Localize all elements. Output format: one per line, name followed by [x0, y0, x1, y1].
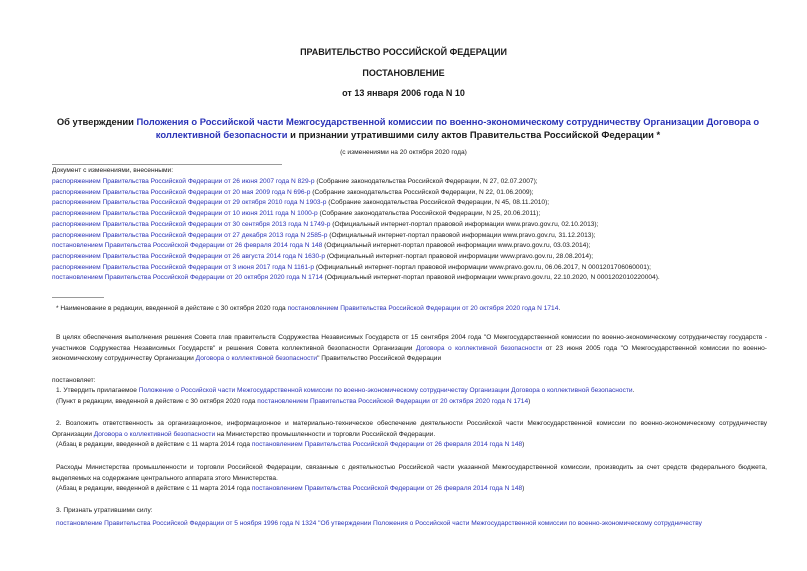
footnote	[56, 304, 560, 315]
item-2-expenses-note	[56, 484, 524, 495]
title-prefix: Об утверждении	[56, 116, 137, 127]
item-2-note-link[interactable]: постановлением Правительства Российской Федерации от 26 февраля 2014 года N 148	[251, 441, 523, 448]
preamble-text-3: " Правительство Российской Федерации	[317, 355, 442, 362]
amendment-source: (Собрание законодательства Российской Федерации, N 27, 02.07.2007);	[314, 178, 538, 185]
item-1-note-end: )	[528, 398, 531, 405]
item-2-note-text: (Абзац в редакции, введенной в действие с 11 марта 2014 года	[56, 441, 252, 448]
amendment-link[interactable]: распоряжением Правительства Российской Федерации от 10 июня 2011 года N 1000-р	[52, 210, 318, 218]
amendment-item	[52, 177, 538, 188]
amendment-source: (Официальный интернет-портал правовой информации www.pravo.gov.ru, 06.06.2017, N 0001201706060001);	[314, 263, 651, 271]
preamble-link-treaty-2[interactable]: Договора о коллективной безопасности	[195, 355, 318, 362]
amendment-item	[52, 209, 540, 220]
item-3-link-row	[56, 519, 768, 530]
item-2b-note-link[interactable]: постановлением Правительства Российской Федерации от 26 февраля 2014 года N 148	[251, 485, 523, 492]
date-number-heading: от 13 января 2006 года N 10	[342, 88, 465, 98]
footnote-text: * Наименование в редакции, введенной в действие с 30 октября 2020 года	[56, 305, 288, 312]
amendment-item	[52, 188, 534, 199]
footnote-end: .	[558, 305, 561, 312]
item-2-expenses: Расходы Министерства промышленности и торговли Российской Федерации, связанные с деятельностью Российской части указанной Межгосударственной комиссии, производить за счет средств федерального бюджета, выделяемых на содержание центрального аппарата этого Министерства.	[52, 464, 767, 482]
item-2b-note-end: )	[522, 485, 525, 492]
amendment-link[interactable]: распоряжением Правительства Российской Федерации от 27 декабря 2013 года N 2585-р	[52, 231, 328, 239]
amendment-link[interactable]: распоряжением Правительства Российской Федерации от 29 октября 2010 года N 1903-р	[52, 199, 327, 207]
item-1-link[interactable]: Положение о Российской части Межгосударственной комиссии по военно-экономическому сотрудничеству Организации Договора о коллективной безопасности	[138, 387, 633, 394]
amendment-link[interactable]: распоряжением Правительства Российской Федерации от 26 августа 2014 года N 1630-р	[52, 252, 326, 260]
amendment-source: (Официальный интернет-портал правовой информации www.pravo.gov.ru, 31.12.2013);	[327, 231, 596, 239]
amendment-source: (Официальный интернет-портал правовой информации www.pravo.gov.ru, 02.10.2013);	[330, 220, 599, 228]
amendment-link[interactable]: распоряжением Правительства Российской Федерации от 30 сентября 2013 года N 1749-р	[52, 220, 331, 228]
item-1-end: .	[632, 387, 635, 394]
amendment-source: (Официальный интернет-портал правовой информации www.pravo.gov.ru, 28.08.2014);	[325, 252, 594, 260]
amendment-item	[52, 198, 549, 209]
amendment-item	[52, 241, 590, 252]
item-1	[56, 386, 634, 397]
government-heading: ПРАВИТЕЛЬСТВО РОССИЙСКОЙ ФЕДЕРАЦИИ	[300, 47, 507, 57]
amendment-source: (Официальный интернет-портал правовой информации www.pravo.gov.ru, 22.10.2020, N 0001202010220004).	[322, 274, 660, 282]
amendment-item	[52, 252, 593, 263]
title-link-regulation[interactable]: Положения о Российской части Межгосударственной комиссии по военно-экономическому сотрудничеству Организации Договора о коллективной безопасности	[136, 116, 760, 140]
amendment-item	[52, 273, 660, 284]
amendment-source: (Официальный интернет-портал правовой информации www.pravo.gov.ru, 03.03.2014);	[322, 242, 591, 250]
divider-top	[52, 164, 282, 165]
amendment-link[interactable]: распоряжением Правительства Российской Федерации от 26 июня 2007 года N 829-р	[52, 178, 315, 185]
item-2b-note-text: (Абзац в редакции, введенной в действие с 11 марта 2014 года	[56, 485, 252, 492]
item-2-link-treaty[interactable]: Договора о коллективной безопасности	[93, 430, 216, 438]
preamble-paragraph	[52, 333, 767, 365]
amendment-link[interactable]: постановлением Правительства Российской Федерации от 20 октября 2020 года N 1714	[52, 274, 323, 282]
amendment-source: (Собрание законодательства Российской Федерации, N 22, 01.06.2009);	[310, 188, 534, 196]
document-title	[52, 115, 764, 141]
amendment-link[interactable]: распоряжением Правительства Российской Федерации от 3 июня 2017 года N 1161-р	[52, 263, 314, 271]
changes-note: (с изменениями на 20 октября 2020 года)	[340, 149, 467, 156]
footnote-link[interactable]: постановлением Правительства Российской Федерации от 20 октября 2020 года N 1714	[287, 305, 559, 312]
preamble-text-2: от 23 июня 2005 года "О Межгосударственной комиссии по военно-экономическому сотрудничеству Организации	[52, 344, 767, 362]
footnote-divider	[52, 297, 104, 298]
amendments-heading: Документ с изменениями, внесенными:	[52, 167, 174, 174]
item-1-note	[56, 397, 530, 408]
amendment-item	[52, 231, 595, 242]
amendment-source: (Собрание законодательства Российской Федерации, N 45, 08.11.2010);	[326, 199, 550, 207]
amendment-item	[52, 263, 651, 274]
amendment-item	[52, 220, 598, 231]
item-2	[52, 419, 767, 440]
title-suffix: и признании утратившими силу актов Правительства Российской Федерации *	[287, 129, 661, 140]
amendment-link[interactable]: постановлением Правительства Российской Федерации от 26 февраля 2014 года N 148	[52, 242, 323, 250]
item-1-text: 1. Утвердить прилагаемое	[56, 387, 139, 394]
item-3: 3. Признать утратившими силу:	[56, 507, 153, 514]
item-2-note-end: )	[522, 441, 525, 448]
resolves-text: постановляет:	[52, 377, 96, 384]
preamble-link-treaty-1[interactable]: Договора о коллективной безопасности	[415, 344, 543, 352]
amendment-link[interactable]: распоряжением Правительства Российской Федерации от 20 мая 2009 года N 696-р	[52, 188, 311, 196]
item-1-note-text: (Пункт в редакции, введенной в действие с 30 октября 2020 года	[56, 398, 258, 405]
item-1-note-link[interactable]: постановлением Правительства Российской Федерации от 20 октября 2020 года N 1714	[257, 398, 529, 405]
item-2-text-2: на Министерство промышленности и торговли Российской Федерации.	[215, 430, 436, 438]
preamble-text-1: В целях обеспечения выполнения решения Совета глав правительств Содружества Независимых Государств от 15 сентября 2004 года "О Межгосударственной комиссии по военно-экономическому сотрудничеству государств - участников Содружества Независимых Государств" и решения Совета коллективной безопасности Организации	[52, 334, 767, 352]
item-2-text-1: 2. Возложить ответственность за организационное, информационное и материально-техническое обеспечение деятельности Российской части Межгосударственной комиссии по военно-экономическому сотрудничеству Организации	[52, 420, 767, 438]
item-2-note	[56, 440, 524, 451]
amendment-source: (Собрание законодательства Российской Федерации, N 25, 20.06.2011);	[317, 210, 541, 218]
doc-type-heading: ПОСТАНОВЛЕНИЕ	[362, 68, 445, 78]
item-3-link[interactable]: постановление Правительства Российской Федерации от 5 ноября 1996 года N 1324 "Об утверждении Положения о Российской части Межгосударственной комиссии по военно-экономическому сотрудничеству	[56, 520, 702, 527]
